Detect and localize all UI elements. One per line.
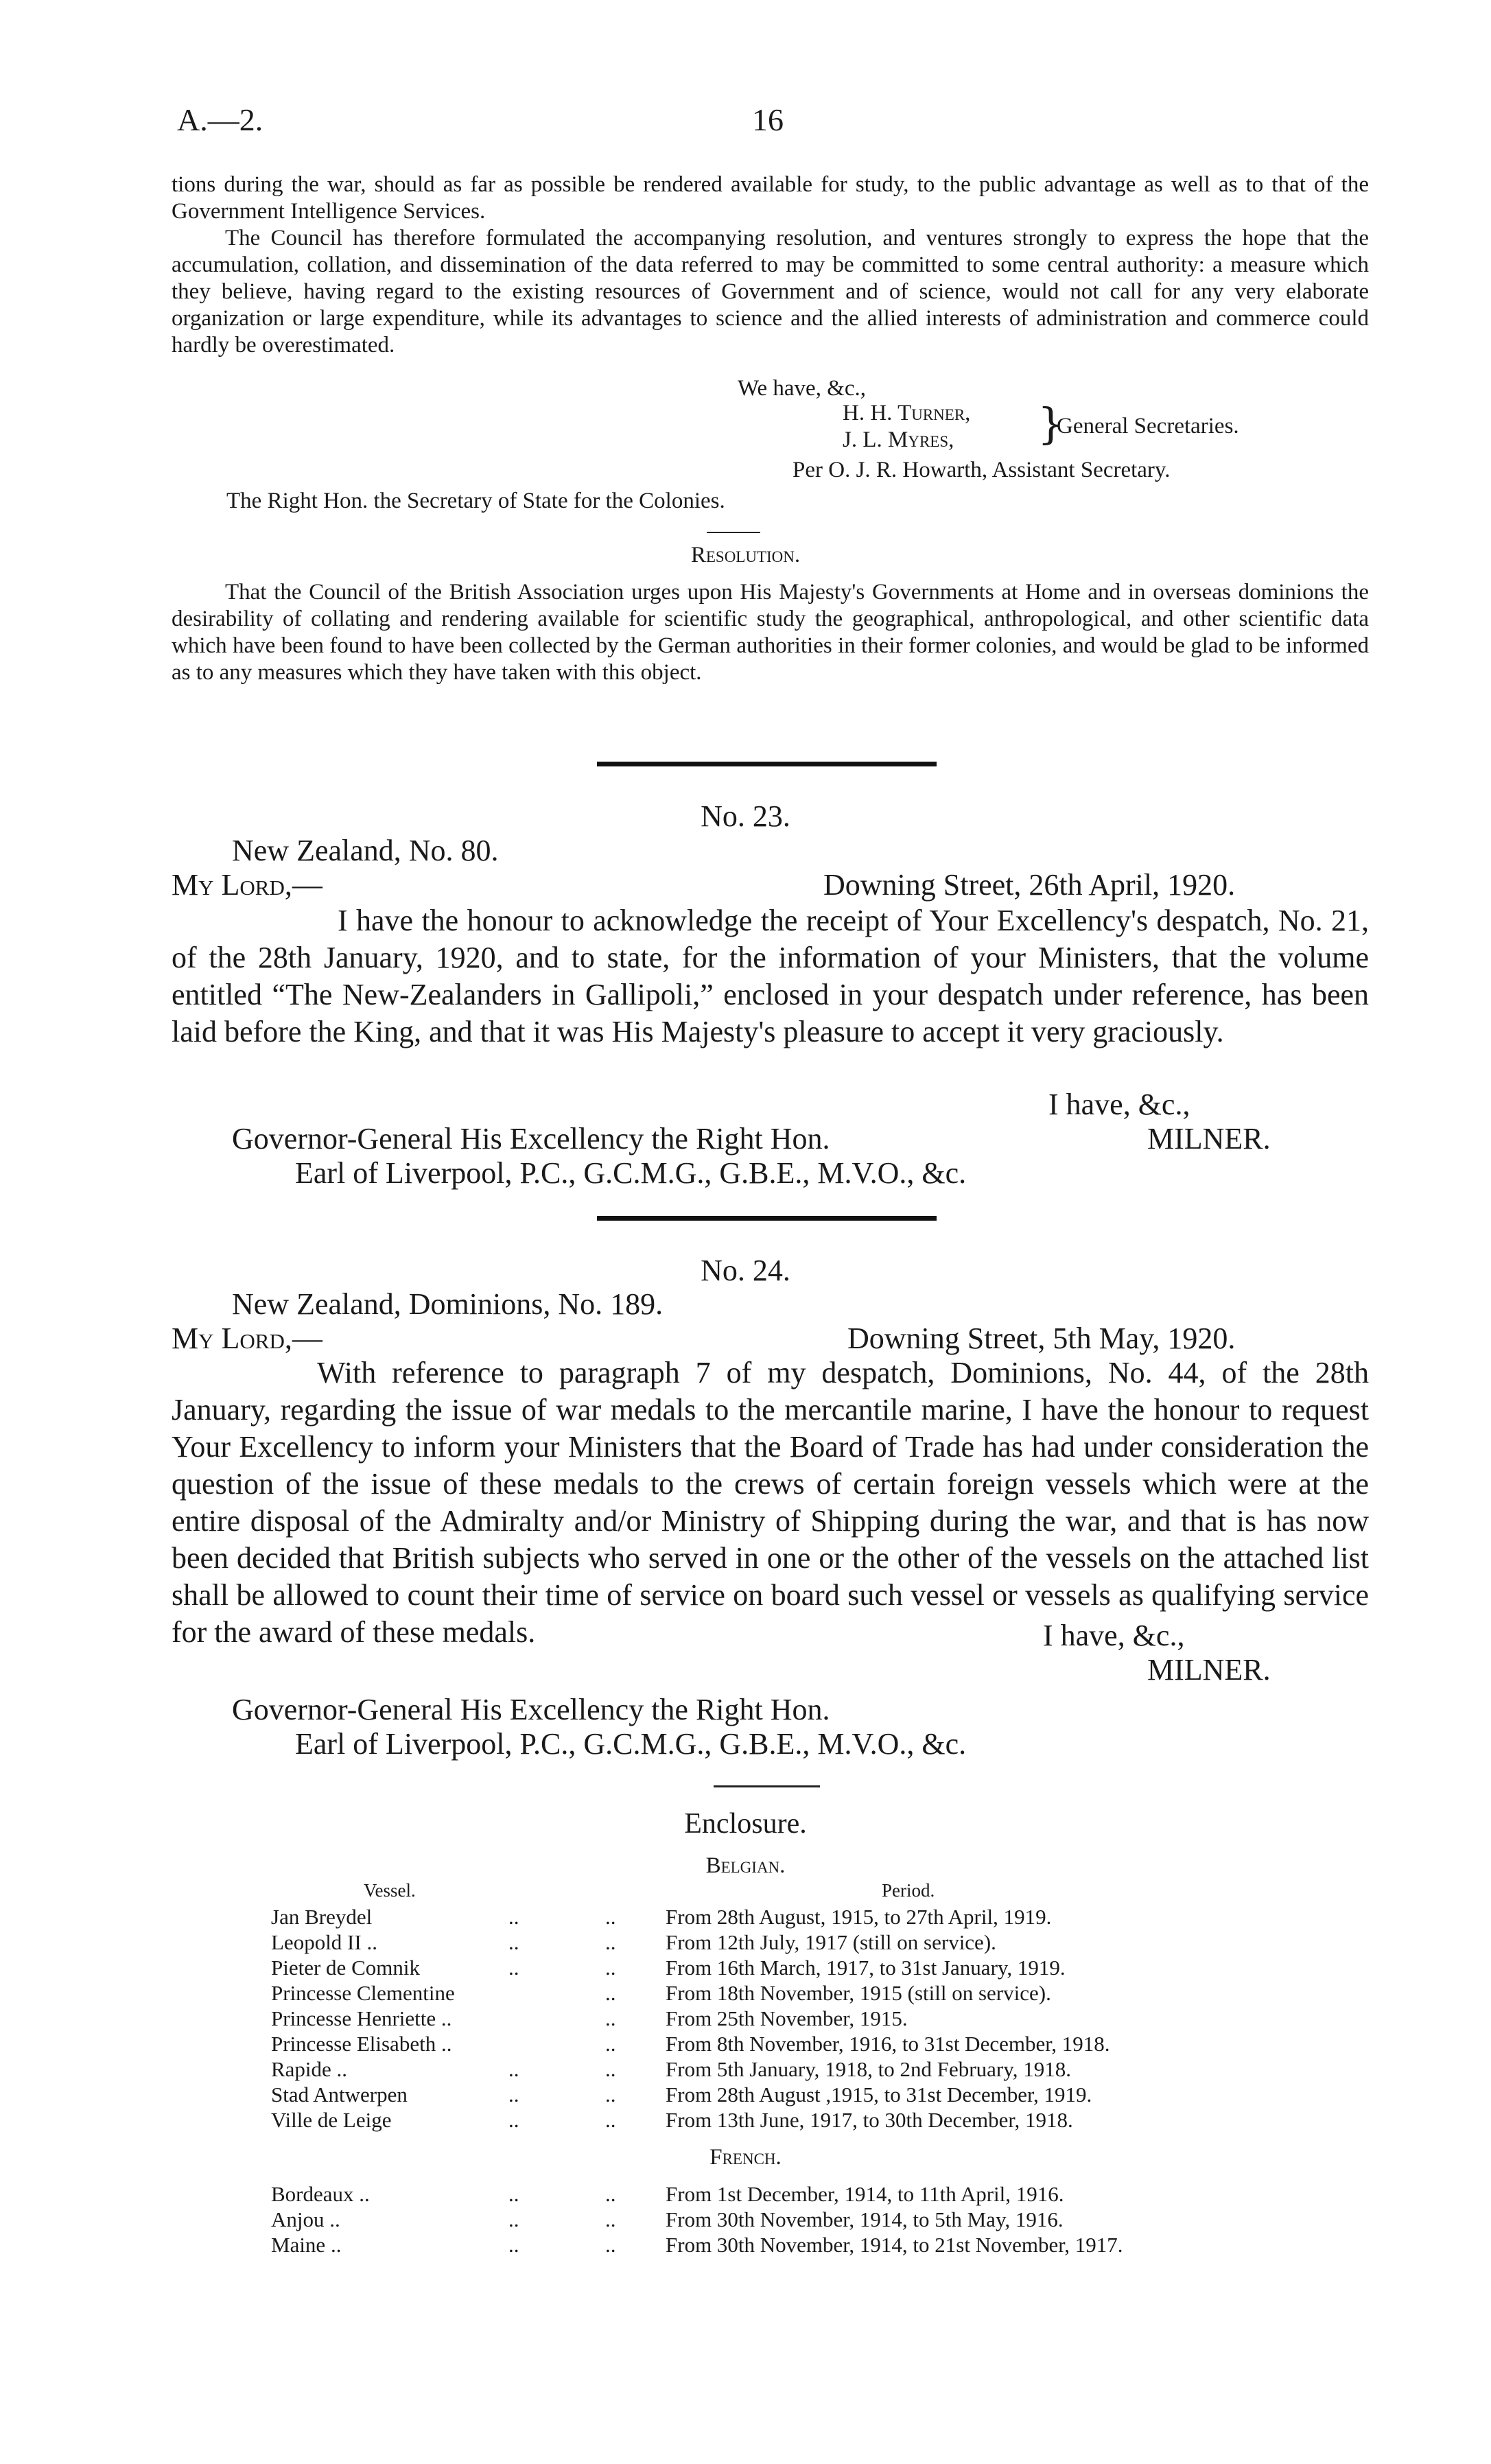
vessel-name: Leopold II ..: [271, 1930, 377, 1954]
per-assistant-secretary: Per O. J. R. Howarth, Assistant Secretary.: [793, 458, 1171, 482]
service-period: From 8th November, 1916, to 31st December, 1918.: [666, 2032, 1110, 2056]
continuation-paragraph-1: tions during the war, should as far as possible be rendered available for study, to the public advantage as well as to that of the Government Intelligence Services.: [172, 172, 1369, 224]
leader-dots: ..: [508, 1956, 519, 1980]
belgian-heading: Belgian.: [705, 1853, 786, 1878]
vessel-name: Anjou ..: [271, 2207, 340, 2231]
vessel-name: Bordeaux ..: [271, 2182, 370, 2206]
resolution-text: That the Council of the British Association urges upon His Majesty's Governments at Home and in overseas dominions the desirability of collating and rendering available for scientific study the geographical, anthropological, and other scientific data which have been found to have been collected by the German authorities in their former colonies, and would be glad to be informed as to any measures which they have taken with this object.: [172, 580, 1369, 685]
no23-body: I have the honour to acknowledge the receipt of Your Excellency's despatch, No. 21, of the 28th January, 1920, and to state, for the information of your Ministers, that the volume entitled “The New-Zealanders in Gallipoli,” enclosed in your despatch under reference, has been laid before the King, and that it was His Majesty's pleasure to accept it very graciously.: [172, 904, 1369, 1048]
no24-number: No. 24.: [701, 1254, 790, 1287]
resolution-title: Resolution.: [690, 543, 801, 567]
vessel-name: Princesse Elisabeth ..: [271, 2032, 452, 2056]
leader-dots: ..: [508, 2057, 519, 2081]
leader-dots: ..: [605, 1956, 616, 1980]
no24-signature: MILNER.: [1147, 1653, 1271, 1687]
signatory-myres: J. L. Myres,: [843, 427, 954, 452]
leader-dots: ..: [605, 1930, 616, 1954]
leader-dots: ..: [605, 2057, 616, 2081]
page-number: 16: [752, 102, 784, 137]
no23-addressee-line2: Earl of Liverpool, P.C., G.C.M.G., G.B.E., M.V.O., &c.: [295, 1156, 967, 1190]
leader-dots: ..: [605, 2233, 616, 2257]
we-have-closing: We have, &c.,: [738, 376, 867, 401]
table-row: [271, 2032, 1300, 2056]
continuation-paragraph-2: The Council has therefore formulated the accompanying resolution, and ventures strongly to express the hope that the accumulation, collation, and dissemination of the data referred to may be committed to some central authority: a measure which they believe, having regard to the existing resources of Government and of science, would not call for any very elaborate organization or large expenditure, while its advantages to science and the allied interests of administration and commerce could hardly be overestimated.: [172, 226, 1369, 357]
signatory-turner: H. H. Turner,: [843, 401, 971, 425]
no24-reference: New Zealand, Dominions, No. 189.: [232, 1287, 664, 1321]
period-column-header: Period.: [882, 1880, 935, 1901]
signatory-role: General Secretaries.: [1057, 414, 1239, 438]
table-row: [271, 2108, 1300, 2132]
french-heading: French.: [709, 2145, 782, 2170]
section-divider: [597, 762, 937, 766]
table-row: [271, 2006, 1300, 2030]
service-period: From 25th November, 1915.: [666, 2006, 908, 2030]
leader-dots: ..: [508, 2182, 519, 2206]
short-divider: [707, 532, 760, 533]
leader-dots: ..: [605, 2006, 616, 2030]
leader-dots: ..: [605, 2082, 616, 2107]
table-row: [271, 1905, 1300, 1929]
leader-dots: ..: [605, 1905, 616, 1929]
service-period: From 1st December, 1914, to 11th April, 1916.: [666, 2182, 1064, 2206]
no23-reference: New Zealand, No. 80.: [232, 834, 499, 867]
service-period: From 28th August, 1915, to 27th April, 1919.: [666, 1905, 1052, 1929]
table-row: [271, 2057, 1300, 2081]
leader-dots: ..: [508, 1905, 519, 1929]
vessel-name: Jan Breydel: [271, 1905, 373, 1929]
no23-signature: MILNER.: [1147, 1122, 1271, 1155]
enclosure-divider: [714, 1785, 820, 1787]
no23-closing: I have, &c.,: [1048, 1088, 1190, 1121]
no23-salutation: My Lord,—: [172, 868, 322, 902]
service-period: From 30th November, 1914, to 5th May, 1916.: [666, 2207, 1064, 2231]
enclosure-title: Enclosure.: [684, 1808, 807, 1840]
leader-dots: ..: [605, 1981, 616, 2005]
leader-dots: ..: [605, 2182, 616, 2206]
vessel-name: Rapide ..: [271, 2057, 348, 2081]
signatory-brace: }: [1037, 399, 1065, 449]
service-period: From 18th November, 1915 (still on service).: [666, 1981, 1051, 2005]
table-row: [271, 1930, 1300, 1954]
service-period: From 12th July, 1917 (still on service).: [666, 1930, 996, 1954]
no23-addressee-line1: Governor-General His Excellency the Right Hon.: [232, 1122, 830, 1155]
service-period: From 30th November, 1914, to 21st November, 1917.: [666, 2233, 1123, 2257]
leader-dots: ..: [605, 2207, 616, 2231]
no24-place-date: Downing Street, 5th May, 1920.: [847, 1322, 1236, 1355]
no23-place-date: Downing Street, 26th April, 1920.: [823, 868, 1236, 902]
leader-dots: ..: [508, 2082, 519, 2107]
no24-salutation: My Lord,—: [172, 1322, 322, 1355]
vessel-name: Pieter de Comnik: [271, 1956, 420, 1980]
leader-dots: ..: [508, 2108, 519, 2132]
service-period: From 13th June, 1917, to 30th December, 1918.: [666, 2108, 1073, 2132]
vessel-name: Maine ..: [271, 2233, 342, 2257]
table-row: [271, 2082, 1300, 2107]
leader-dots: ..: [508, 2233, 519, 2257]
leader-dots: ..: [508, 1930, 519, 1954]
leader-dots: ..: [605, 2032, 616, 2056]
no23-number: No. 23.: [701, 799, 790, 833]
no24-addressee-line2: Earl of Liverpool, P.C., G.C.M.G., G.B.E., M.V.O., &c.: [295, 1727, 967, 1761]
vessel-column-header: Vessel.: [364, 1880, 416, 1901]
service-period: From 5th January, 1918, to 2nd February, 1918.: [666, 2057, 1071, 2081]
table-row: [271, 1981, 1300, 2005]
header-reference: A.—2.: [177, 102, 263, 137]
service-period: From 28th August ,1915, to 31st December, 1919.: [666, 2082, 1092, 2107]
table-row: [271, 2233, 1300, 2257]
table-row: [271, 1956, 1300, 1980]
section-divider-2: [597, 1216, 937, 1221]
no24-addressee-line1: Governor-General His Excellency the Right Hon.: [232, 1693, 830, 1726]
vessel-name: Princesse Henriette ..: [271, 2006, 452, 2030]
vessel-name: Princesse Clementine: [271, 1981, 455, 2005]
leader-dots: ..: [605, 2108, 616, 2132]
table-row: [271, 2182, 1300, 2206]
leader-dots: ..: [508, 2207, 519, 2231]
vessel-name: Stad Antwerpen: [271, 2082, 408, 2107]
table-row: [271, 2207, 1300, 2231]
service-period: From 16th March, 1917, to 31st January, 1919.: [666, 1956, 1066, 1980]
continuation-addressee: The Right Hon. the Secretary of State for the Colonies.: [226, 489, 725, 513]
no24-closing: I have, &c.,: [1043, 1619, 1185, 1652]
vessel-name: Ville de Leige: [271, 2108, 392, 2132]
no24-body: With reference to paragraph 7 of my despatch, Dominions, No. 44, of the 28th January, regarding the issue of war medals to the mercantile marine, I have the honour to request Your Excellency to inform your Ministers that the Board of Trade has had under consideration the question of the issue of these medals to the crews of certain foreign vessels which were at the entire disposal of the Admiralty and/or Ministry of Shipping during the war, and that is has now been decided that British subjects who served in one or the other of the vessels on the attached list shall be allowed to count their time of service on board such vessel or vessels as qualifying service for the award of these medals.: [172, 1356, 1369, 1649]
